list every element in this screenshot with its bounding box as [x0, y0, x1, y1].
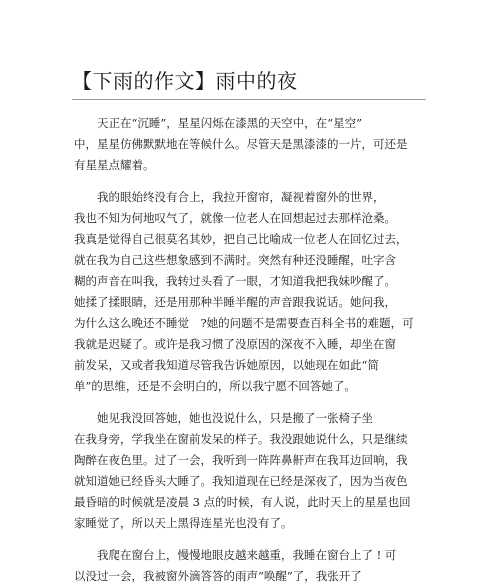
text-line: 有星星点耀着。 — [74, 158, 155, 172]
text-line: 她揉了揉眼睛，还是用那种半睡半醒的声音跟我说话。她问我， — [74, 295, 396, 309]
paragraph-2 — [74, 187, 434, 397]
text-line: 我也不知为何地叹气了，就像一位老人在回想起过去那样沧桑。 — [74, 211, 396, 225]
text-line: 就知道她已经昏头大睡了。我知道现在已经是深夜了，因为当夜色 — [74, 474, 408, 488]
article-body — [74, 113, 434, 587]
paragraph-4 — [74, 545, 434, 587]
paragraph-1 — [74, 113, 434, 176]
paragraph-gap — [74, 534, 434, 545]
text-line: 在我身旁，学我坐在窗前发呆的样子。我没跟她说什么，只是继续 — [74, 432, 408, 446]
text-line: 以没过一会，我被窗外滴答答的雨声“唤醒”了，我张开了 — [74, 569, 362, 583]
paragraph-gap — [74, 397, 434, 408]
paragraph-3 — [74, 408, 434, 534]
title-divider — [72, 99, 426, 100]
text-line: 陶醉在夜色里。过了一会，我听到一阵阵鼻鼾声在我耳边回响，我 — [74, 453, 408, 467]
text-line: 家睡觉了，所以天上黑得连星光也没有了。 — [74, 516, 293, 530]
text-line: 为什么这么晚还不睡觉 ?她的问题不是需要查百科全书的难题，可 — [74, 316, 414, 330]
text-line: 我就是迟疑了。或许是我习惯了没原因的深夜不入睡，却坐在窗 — [74, 337, 396, 351]
article-title: 【下雨的作文】雨中的夜 — [72, 69, 298, 93]
text-line: 我爬在窗台上，慢慢地眼皮越来越重，我睡在窗台上了 ! 可 — [74, 548, 397, 562]
text-line: 最昏暗的时候就是凌晨 3 点的时候，有人说，此时天上的星星也回 — [74, 495, 411, 509]
text-line: 她见我没回答她，她也没说什么，只是搬了一张椅子坐 — [74, 411, 373, 425]
text-line: 前发呆，又或者我知道尽管我告诉她原因，以她现在如此“简 — [74, 358, 379, 372]
text-line: 糊的声音在叫我，我转过头看了一眼，才知道我把我妹吵醒了。 — [74, 274, 396, 288]
text-line: 就在我为自己这些想象感到不满时。突然有种还没睡醒，吐字含 — [74, 253, 396, 267]
text-line: 中，星星仿佛默默地在等候什么。尽管天是黑漆漆的一片，可还是 — [74, 137, 408, 151]
text-line: 我真是觉得自己很莫名其妙，把自己比喻成一位老人在回忆过去， — [74, 232, 408, 246]
text-line: 天正在“沉睡”，星星闪烁在漆黑的天空中，在“星空” — [74, 116, 363, 130]
text-line: 我的眼始终没有合上，我拉开窗帘，凝视着窗外的世界， — [74, 190, 385, 204]
text-line: 单”的思维，还是不会明白的，所以我宁愿不回答她了。 — [74, 379, 356, 393]
paragraph-gap — [74, 176, 434, 187]
